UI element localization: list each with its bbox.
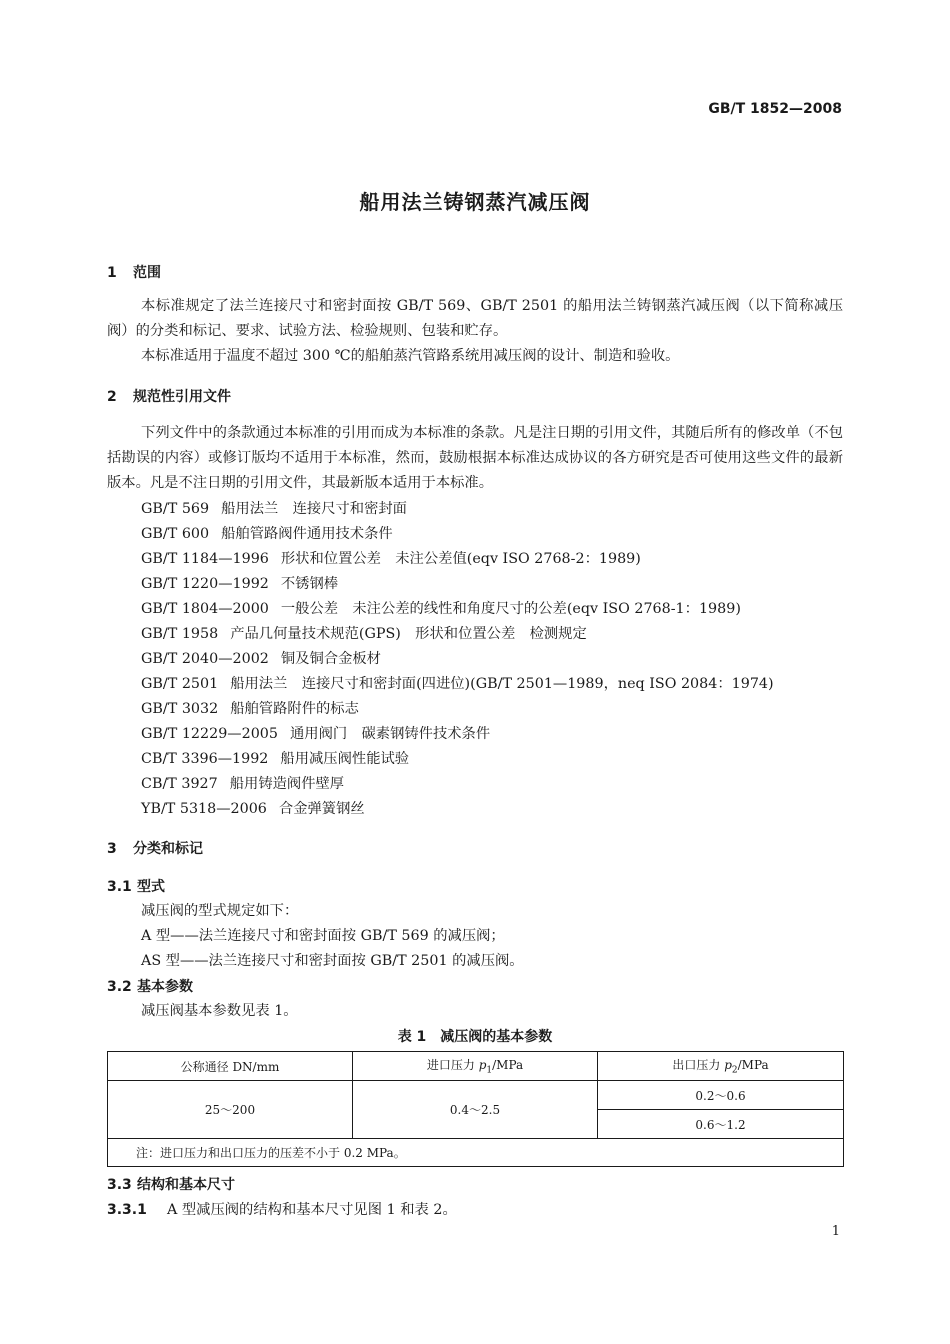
pressure-symbol: p bbox=[478, 1058, 487, 1073]
reference-title: 铜及铜合金板材 bbox=[280, 651, 381, 667]
table-note: 注：进口压力和出口压力的压差不小于 0.2 MPa。 bbox=[108, 1139, 844, 1167]
pressure-subscript: 2 bbox=[731, 1065, 738, 1076]
reference-title: 船舶管路阀件通用技术条件 bbox=[221, 526, 393, 542]
subsection-number: 3.3 bbox=[107, 1177, 132, 1193]
scope-paragraph-1: 本标准规定了法兰连接尺寸和密封面按 GB/T 569、GB/T 2501 的船用法兰铸钢蒸汽减压阀（以下简称减压阀）的分类和标记、要求、试验方法、检验规则、包装和贮存。 bbox=[107, 298, 843, 339]
reference-title: 船用法兰 连接尺寸和密封面 bbox=[221, 501, 407, 517]
section-number: 1 bbox=[107, 265, 117, 281]
subsection-3-3-heading bbox=[107, 1174, 235, 1194]
reference-code: GB/T 569 bbox=[141, 501, 210, 517]
reference-code: GB/T 1804—2000 bbox=[141, 601, 269, 617]
header-inlet-pressure bbox=[353, 1052, 598, 1081]
cell-inlet-pressure: 0.4～2.5 bbox=[353, 1081, 598, 1139]
page-number: 1 bbox=[831, 1224, 840, 1239]
subsection-title: 基本参数 bbox=[137, 979, 193, 995]
subsection-title: 型式 bbox=[137, 879, 165, 895]
document-title: 船用法兰铸钢蒸汽减压阀 bbox=[359, 190, 591, 214]
section-title: 规范性引用文件 bbox=[133, 389, 231, 405]
section-3-heading bbox=[107, 838, 203, 858]
reference-title: 船用减压阀性能试验 bbox=[280, 751, 410, 767]
type-line: 减压阀的型式规定如下： bbox=[141, 903, 299, 919]
reference-item bbox=[141, 573, 338, 593]
clause-text: A 型减压阀的结构和基本尺寸见图 1 和表 2。 bbox=[167, 1202, 457, 1218]
reference-item bbox=[141, 773, 344, 793]
reference-code: GB/T 1220—1992 bbox=[141, 576, 269, 592]
table-note-row bbox=[108, 1139, 844, 1167]
reference-item bbox=[141, 698, 359, 718]
reference-title: 形状和位置公差 未注公差值(eqv ISO 2768-2：1989) bbox=[280, 551, 641, 567]
parameters-text: 减压阀基本参数见表 1。 bbox=[141, 1003, 298, 1019]
table-header-row bbox=[108, 1052, 844, 1081]
standard-code: GB/T 1852—2008 bbox=[708, 101, 842, 117]
subsection-3-2-heading bbox=[107, 976, 193, 996]
reference-item bbox=[141, 548, 641, 568]
reference-code: CB/T 3396—1992 bbox=[141, 751, 269, 767]
section-title: 分类和标记 bbox=[133, 841, 203, 857]
subsection-number: 3.2 bbox=[107, 979, 132, 995]
subsection-3-1-heading bbox=[107, 876, 165, 896]
table-row bbox=[108, 1081, 844, 1110]
reference-title: 合金弹簧钢丝 bbox=[278, 801, 365, 817]
reference-item bbox=[141, 673, 774, 693]
section-title: 范围 bbox=[133, 265, 161, 281]
reference-title: 一般公差 未注公差的线性和角度尺寸的公差(eqv ISO 2768-1：1989) bbox=[280, 601, 741, 617]
reference-item bbox=[141, 523, 393, 543]
pressure-subscript: 1 bbox=[486, 1065, 493, 1076]
header-label: 出口压力 bbox=[672, 1058, 725, 1073]
header-outlet-pressure bbox=[598, 1052, 844, 1081]
reference-item bbox=[141, 748, 409, 768]
reference-code: GB/T 12229—2005 bbox=[141, 726, 278, 742]
cell-outlet-pressure: 0.6～1.2 bbox=[598, 1110, 844, 1139]
reference-code: GB/T 600 bbox=[141, 526, 210, 542]
header-label: 进口压力 bbox=[426, 1058, 479, 1073]
reference-item bbox=[141, 598, 741, 618]
header-unit: /MPa bbox=[737, 1058, 769, 1073]
subsection-title: 结构和基本尺寸 bbox=[137, 1177, 235, 1193]
reference-title: 船用铸造阀件壁厚 bbox=[229, 776, 345, 792]
reference-code: GB/T 2040—2002 bbox=[141, 651, 269, 667]
type-line: AS 型——法兰连接尺寸和密封面按 GB/T 2501 的减压阀。 bbox=[141, 953, 524, 969]
reference-code: GB/T 3032 bbox=[141, 701, 219, 717]
reference-title: 通用阀门 碳素钢铸件技术条件 bbox=[290, 726, 491, 742]
section-1-heading bbox=[107, 262, 161, 282]
reference-code: GB/T 1958 bbox=[141, 626, 219, 642]
reference-title: 船舶管路附件的标志 bbox=[230, 701, 359, 717]
parameters-table bbox=[107, 1051, 844, 1167]
reference-item bbox=[141, 648, 381, 668]
cell-dn: 25～200 bbox=[108, 1081, 353, 1139]
reference-title: 不锈钢棒 bbox=[280, 576, 339, 592]
reference-item bbox=[141, 623, 587, 643]
table-caption: 表 1 减压阀的基本参数 bbox=[397, 1029, 553, 1045]
type-line: A 型——法兰连接尺寸和密封面按 GB/T 569 的减压阀； bbox=[141, 928, 505, 944]
scope-paragraph-2: 本标准适用于温度不超过 300 ℃的船舶蒸汽管路系统用减压阀的设计、制造和验收。 bbox=[141, 348, 680, 364]
pressure-symbol: p bbox=[724, 1058, 732, 1073]
cell-outlet-pressure: 0.2～0.6 bbox=[598, 1081, 844, 1110]
header-unit: /MPa bbox=[492, 1058, 524, 1073]
reference-title: 船用法兰 连接尺寸和密封面(四进位)(GB/T 2501—1989，neq ISO 2084：1974) bbox=[230, 676, 774, 692]
reference-code: CB/T 3927 bbox=[141, 776, 218, 792]
section-number: 3 bbox=[107, 841, 117, 857]
reference-item bbox=[141, 798, 365, 818]
section-number: 2 bbox=[107, 389, 117, 405]
reference-item bbox=[141, 498, 407, 518]
reference-code: GB/T 2501 bbox=[141, 676, 219, 692]
reference-title: 产品几何量技术规范(GPS) 形状和位置公差 检测规定 bbox=[230, 626, 587, 642]
reference-code: GB/T 1184—1996 bbox=[141, 551, 269, 567]
reference-item bbox=[141, 723, 490, 743]
header-dn: 公称通径 DN/mm bbox=[108, 1052, 353, 1081]
reference-code: YB/T 5318—2006 bbox=[141, 801, 267, 817]
references-intro: 下列文件中的条款通过本标准的引用而成为本标准的条款。凡是注日期的引用文件，其随后所有的修改单（不包括勘误的内容）或修订版均不适用于本标准，然而，鼓励根据本标准达成协议的各方研究是否可使用这些文件的最新版本。凡是不注日期的引用文件，其最新版本适用于本标准。 bbox=[107, 425, 843, 491]
clause-3-3-1 bbox=[107, 1199, 457, 1219]
section-2-heading bbox=[107, 386, 231, 406]
subsection-number: 3.1 bbox=[107, 879, 132, 895]
clause-number: 3.3.1 bbox=[107, 1202, 147, 1218]
